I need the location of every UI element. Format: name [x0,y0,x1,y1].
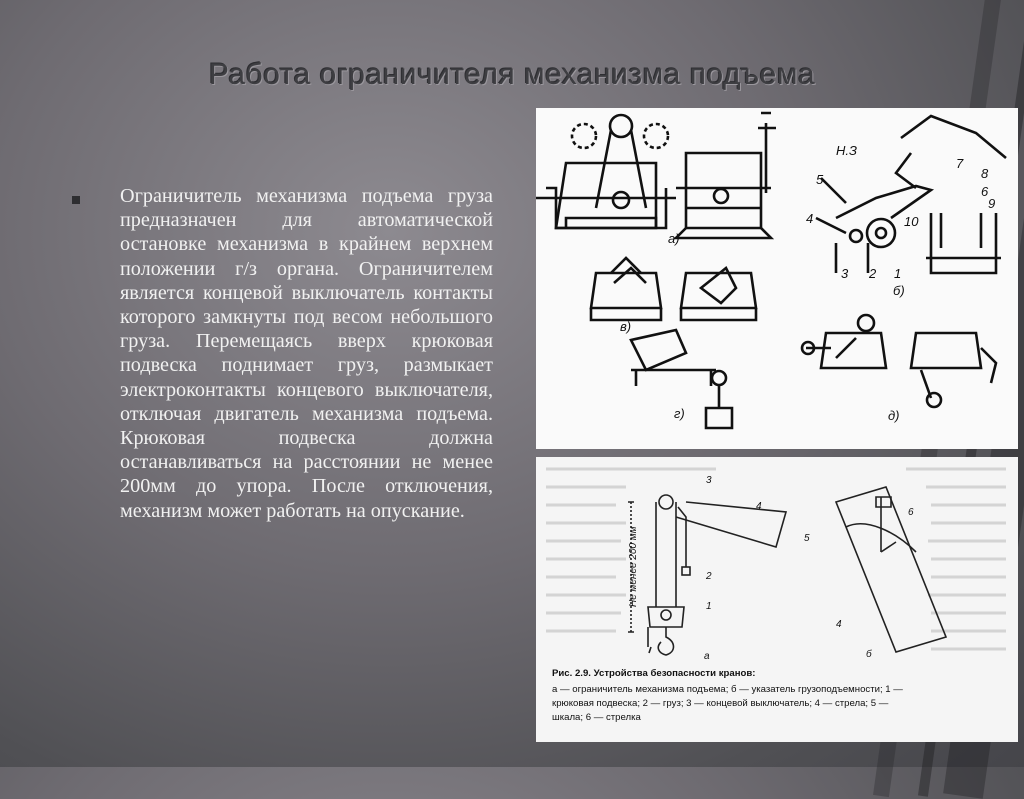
crane-safety-svg [536,457,1018,742]
caption-line-1: а — ограничитель механизма подъема; б — указатель грузоподъемности; 1 — [552,684,903,695]
label-1: 1 [894,266,902,281]
part-1: 1 [706,601,712,612]
label-10: 10 [904,214,919,229]
label-4: 4 [806,211,814,226]
part-2: 2 [706,571,712,582]
limit-switch-drawings-svg [536,108,1018,449]
figure-crane-safety-devices [536,457,1018,742]
part-5: 5 [804,533,810,544]
label-6: 6 [981,184,989,199]
bullet-marker [72,196,80,204]
label-7: 7 [956,156,964,171]
caption-line-3: шкала; 6 — стрелка [552,712,641,723]
label-2: 2 [869,266,877,281]
part-6: 6 [908,507,914,518]
label-d: д) [888,408,900,423]
label-8: 8 [981,166,989,181]
label-n3: Н.З [836,143,857,158]
caption-line-2: крюковая подвеска; 2 — груз; 3 — концевой выключатель; 4 — стрела; 5 — [552,698,889,709]
label-5: 5 [816,172,824,187]
slide-title: Работа ограничителя механизма подъема [208,58,816,91]
label-9: 9 [988,196,996,211]
figure-limit-switch-drawings [536,108,1018,449]
label-a: а) [668,231,680,246]
label-g: г) [674,406,685,421]
slide-body-text: Ограничитель механизма подъема груза предназначен для автоматической остановке механизма в крайнем верхнем положении г/з органа. Ограничителем является концевой выключатель контакты которого замкнуты под весом небольшого груза. Перемещаясь вверх крюковая подвеска поднимает груз, размыкает электроконтакты концевого выключателя, отключая двигатель механизма подъема. Крюковая подвеска должна останавливаться на расстоянии не менее 200мм до упора. После отключения, механизм может работать на опускание. [120,185,493,522]
dimension-label: Не менее 200 мм [628,526,639,607]
part-4a: 4 [756,501,762,512]
sub-a: а [704,651,710,662]
sub-b: б [866,649,872,660]
label-3: 3 [841,266,849,281]
label-b: б) [893,283,905,298]
caption-title: Рис. 2.9. Устройства безопасности кранов: [552,668,756,679]
part-3: 3 [706,475,712,486]
part-4b: 4 [836,619,842,630]
label-v: в) [620,319,632,334]
